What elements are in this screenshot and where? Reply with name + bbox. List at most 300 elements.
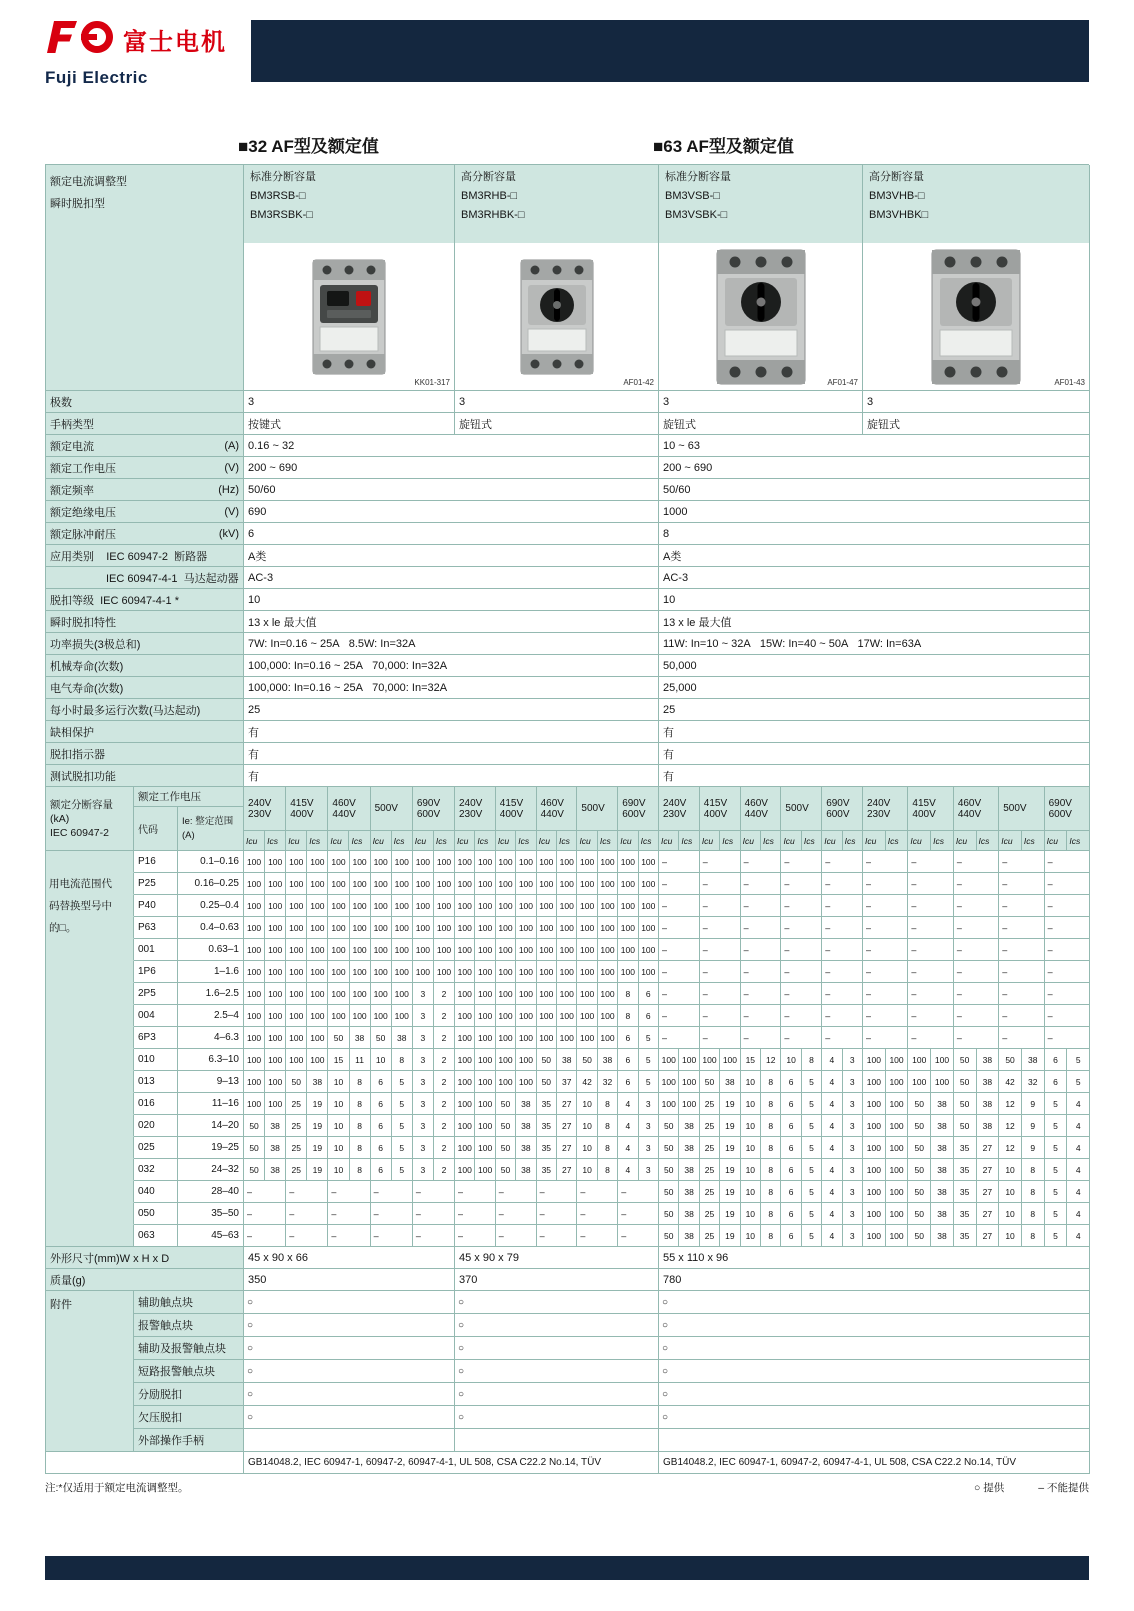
icu-value: 100	[244, 917, 265, 939]
icu-value: 50	[244, 1159, 265, 1181]
icu-value: 100	[413, 961, 434, 983]
spec-value: 按键式	[244, 413, 455, 435]
ics-value: 100	[557, 983, 577, 1005]
spec-label: 脱扣等级 IEC 60947-4-1 *	[50, 594, 179, 607]
voltage-header-cell	[537, 787, 578, 831]
capacity-voltage-pair	[413, 1005, 455, 1027]
capacity-voltage-pair	[577, 1049, 618, 1071]
capacity-voltage-pair	[954, 1093, 999, 1115]
ics-value: 100	[392, 895, 413, 917]
ics-value: 8	[350, 1071, 371, 1093]
icu-value: 100	[577, 873, 597, 895]
ics-value: 100	[886, 1137, 909, 1159]
voltage-line: 440V	[744, 808, 768, 820]
capacity-group	[863, 1225, 1090, 1247]
capacity-row	[46, 873, 1089, 895]
ics-value: 4	[1067, 1181, 1090, 1203]
capacity-voltage-pair	[954, 1203, 999, 1225]
voltage-line: 460V	[744, 797, 768, 809]
capacity-side-note	[46, 983, 134, 1005]
capacity-dash: –	[908, 939, 953, 961]
ics-value: 4	[1067, 1115, 1090, 1137]
spec-value: AC-3	[659, 567, 1090, 589]
capacity-voltage-pair	[496, 1071, 537, 1093]
capacity-voltage-pair	[577, 1005, 618, 1027]
ics-value: 38	[679, 1159, 699, 1181]
ics-value: 5	[392, 1137, 413, 1159]
icu-value: 100	[496, 917, 516, 939]
ics-value: 19	[307, 1093, 328, 1115]
capacity-voltage-pair	[328, 1027, 370, 1049]
spec-label: 脱扣指示器	[50, 748, 105, 761]
ics-value: 38	[931, 1225, 954, 1247]
icu-label: Icu	[537, 831, 557, 851]
header-corner-cell	[46, 165, 244, 391]
header-corner-line2: 瞬时脱扣型	[50, 198, 105, 210]
capacity-side-note	[46, 1137, 134, 1159]
product-photo	[863, 243, 1089, 390]
icu-value: 10	[577, 1115, 597, 1137]
capacity-voltage-pair	[659, 1071, 700, 1093]
icu-value: 100	[371, 961, 392, 983]
section-title-63af: ■63 AF型及额定值	[653, 137, 794, 156]
capacity-rows	[46, 851, 1089, 1247]
ics-value: 8	[761, 1115, 781, 1137]
capacity-voltage-pair	[496, 1049, 537, 1071]
icu-value: 5	[1045, 1159, 1068, 1181]
capacity-range: 19–25	[178, 1137, 244, 1159]
capacity-header	[46, 787, 1089, 851]
ics-value: 9	[1022, 1115, 1045, 1137]
capacity-side-note	[46, 1071, 134, 1093]
capacity-dash: –	[741, 873, 782, 895]
ics-value: 100	[265, 961, 286, 983]
capacity-voltage-pair	[781, 1203, 822, 1225]
capacity-voltage-pair	[618, 1027, 659, 1049]
icu-value: 50	[244, 1137, 265, 1159]
icu-value: 100	[863, 1071, 886, 1093]
ics-value: 6	[639, 983, 659, 1005]
ics-value: 11	[350, 1049, 371, 1071]
spec-label-cell	[46, 743, 244, 765]
icu-value: 100	[496, 1049, 516, 1071]
capacity-voltage-pair	[659, 1225, 700, 1247]
ics-value: 5	[802, 1203, 822, 1225]
capacity-group	[244, 1027, 455, 1049]
icu-value: 25	[700, 1181, 720, 1203]
capacity-dash: –	[700, 961, 741, 983]
specification-table	[45, 164, 1089, 1474]
ics-value: 100	[307, 961, 328, 983]
ics-value: 8	[392, 1049, 413, 1071]
spec-value: 100,000: In=0.16 ~ 25A 70,000: In=32A	[244, 677, 659, 699]
capacity-code: 2P5	[134, 983, 178, 1005]
ics-value: 8	[761, 1093, 781, 1115]
ics-value: 100	[639, 851, 659, 873]
capacity-mid-header	[134, 787, 244, 851]
voltage-line: 500V	[1003, 803, 1027, 814]
fuji-logo-block	[45, 18, 251, 88]
voltage-line: 460V	[332, 797, 356, 809]
ics-label: Ics	[720, 831, 740, 851]
ics-value: 100	[475, 961, 495, 983]
bottom-rows	[46, 1247, 1089, 1474]
icu-value: 6	[781, 1203, 801, 1225]
capacity-dash: –	[954, 983, 999, 1005]
ics-label: Ics	[598, 831, 618, 851]
ics-value: 100	[557, 873, 577, 895]
ics-value: 100	[265, 851, 286, 873]
icu-value: 100	[537, 1005, 557, 1027]
ics-value: 8	[350, 1159, 371, 1181]
ics-value: 100	[886, 1115, 909, 1137]
spec-label-cell	[46, 611, 244, 633]
icu-value: 10	[328, 1115, 349, 1137]
model-number: BM3VSBK-□	[665, 209, 728, 221]
capacity-voltage-pair	[781, 1115, 822, 1137]
mass-label: 质量(g)	[46, 1269, 244, 1291]
icu-value: 50	[577, 1049, 597, 1071]
breaker-photo-rotary-large	[711, 246, 811, 388]
ics-value: 100	[434, 939, 455, 961]
ics-value: 3	[843, 1159, 863, 1181]
icu-value: 100	[455, 1027, 475, 1049]
icu-value: 50	[496, 1115, 516, 1137]
icu-value: 4	[618, 1137, 638, 1159]
ics-value: 38	[679, 1203, 699, 1225]
spec-value: 有	[659, 743, 1090, 765]
icu-value: 6	[781, 1159, 801, 1181]
capacity-dash: –	[954, 1005, 999, 1027]
icu-value: 100	[413, 895, 434, 917]
capacity-side-note	[46, 1159, 134, 1181]
capacity-side-note	[46, 1115, 134, 1137]
ics-value: 100	[598, 873, 618, 895]
standards-32af: GB14048.2, IEC 60947-1, 60947-2, 60947-4-1, UL 508, CSA C22.2 No.14, TÜV	[244, 1452, 659, 1474]
capacity-voltage-pair	[537, 1137, 578, 1159]
capacity-dash: –	[659, 1027, 700, 1049]
capacity-voltage-pair	[371, 1159, 413, 1181]
capacity-dash: –	[659, 851, 700, 873]
capacity-group	[659, 1093, 863, 1115]
voltage-line: 240V	[248, 797, 272, 809]
capacity-voltage-pair	[537, 1071, 578, 1093]
icu-value: 6	[781, 1093, 801, 1115]
capacity-dash: –	[781, 983, 822, 1005]
capacity-dash: –	[577, 1181, 618, 1203]
ics-value: 3	[843, 1049, 863, 1071]
capacity-row	[46, 1005, 1089, 1027]
ics-value: 100	[598, 983, 618, 1005]
icu-value: 100	[496, 1005, 516, 1027]
ics-value: 27	[977, 1159, 1000, 1181]
icu-value: 15	[328, 1049, 349, 1071]
capacity-group	[863, 851, 1090, 873]
ics-value: 8	[350, 1115, 371, 1137]
ics-value: 8	[350, 1093, 371, 1115]
icu-value: 10	[999, 1159, 1022, 1181]
ics-value: 100	[516, 1027, 536, 1049]
footnote-text: 注:*仅适用于额定电流调整型。	[45, 1482, 189, 1494]
ics-value: 100	[679, 1071, 699, 1093]
icu-value: 6	[781, 1071, 801, 1093]
icu-value: 10	[577, 1137, 597, 1159]
capacity-dash: –	[700, 939, 741, 961]
spec-label: 功率损失(3极总和)	[50, 638, 141, 651]
icu-value: 50	[908, 1115, 931, 1137]
accessory-mark: ○	[455, 1291, 659, 1314]
ics-value: 100	[516, 961, 536, 983]
voltage-header-cell	[781, 787, 822, 831]
capacity-voltage-pair	[244, 961, 286, 983]
icu-value: 100	[496, 873, 516, 895]
ics-value: 100	[265, 939, 286, 961]
ics-value: 3	[639, 1159, 659, 1181]
voltage-line: 690V	[416, 797, 441, 809]
spec-value: 10	[659, 589, 1090, 611]
ics-value: 27	[557, 1115, 577, 1137]
voltage-line: 400V	[703, 808, 728, 820]
capacity-dash: –	[822, 939, 863, 961]
capacity-voltage-pair	[328, 939, 370, 961]
voltage-line: 440V	[957, 808, 982, 820]
icu-value: 50	[908, 1203, 931, 1225]
dimensions-label: 外形尺寸(mm)W x H x D	[46, 1247, 244, 1269]
capacity-range: 4–6.3	[178, 1027, 244, 1049]
capacity-group	[455, 1071, 659, 1093]
ics-value: 2	[434, 1159, 455, 1181]
spec-label: 额定工作电压	[50, 462, 116, 475]
spec-label: 机械寿命(次数)	[50, 660, 124, 673]
ics-value: 100	[557, 939, 577, 961]
spec-value: 有	[244, 765, 659, 787]
capacity-voltage-pair	[455, 1005, 496, 1027]
voltage-line: 230V	[248, 808, 272, 820]
capacity-dash: –	[863, 983, 908, 1005]
icu-value: 100	[863, 1225, 886, 1247]
spec-label-cell	[46, 523, 244, 545]
voltage-header-cell	[999, 787, 1044, 831]
spec-label-cell	[46, 655, 244, 677]
icu-value: 100	[700, 1049, 720, 1071]
ics-value: 32	[1022, 1071, 1045, 1093]
capacity-row	[46, 1137, 1089, 1159]
ics-value: 100	[434, 961, 455, 983]
icu-label: Icu	[496, 831, 516, 851]
model-number: BM3RHB-□	[461, 190, 518, 202]
spec-value: 11W: In=10 ~ 32A 15W: In=40 ~ 50A 17W: In=63A	[659, 633, 1090, 655]
icu-value: 100	[286, 873, 307, 895]
capacity-group	[244, 1203, 455, 1225]
capacity-group	[863, 1137, 1090, 1159]
capacity-group	[455, 1203, 659, 1225]
icu-value: 4	[822, 1137, 842, 1159]
capacity-group	[244, 1159, 455, 1181]
capacity-range: 2.5–4	[178, 1005, 244, 1027]
capacity-voltage-pair	[954, 1225, 999, 1247]
spec-value: 旋钮式	[659, 413, 863, 435]
capacity-voltage-pair	[496, 939, 537, 961]
icu-value: 4	[822, 1225, 842, 1247]
capacity-group	[244, 1115, 455, 1137]
capacity-dash: –	[286, 1203, 328, 1225]
capacity-voltage-pair	[908, 1115, 953, 1137]
icu-label: Icu	[822, 831, 842, 851]
icu-value: 100	[577, 1027, 597, 1049]
ics-label: Ics	[516, 831, 536, 851]
ics-value: 100	[265, 1027, 286, 1049]
ics-value: 100	[557, 851, 577, 873]
icu-value: 100	[455, 895, 475, 917]
capacity-row	[46, 961, 1089, 983]
capacity-voltage-pair	[700, 1071, 741, 1093]
spec-unit: (kV)	[218, 527, 239, 540]
capacity-voltage-pair	[413, 851, 455, 873]
accessory-mark: ○	[244, 1291, 455, 1314]
icu-label: Icu	[413, 831, 434, 851]
spec-label: 电气寿命(次数)	[50, 682, 124, 695]
ics-value: 100	[265, 917, 286, 939]
capacity-voltage-pair	[1045, 1093, 1090, 1115]
ics-label: Ics	[557, 831, 577, 851]
capacity-side-note	[46, 1225, 134, 1247]
icu-value: 100	[455, 983, 475, 1005]
capacity-range: 0.63–1	[178, 939, 244, 961]
capacity-group	[659, 961, 863, 983]
ics-value: 100	[639, 917, 659, 939]
capacity-code: P25	[134, 873, 178, 895]
capacity-dash: –	[999, 917, 1044, 939]
capacity-voltage-pair	[863, 1203, 908, 1225]
ics-label: Ics	[886, 831, 909, 851]
icu-value: 100	[496, 983, 516, 1005]
icu-value: 35	[954, 1159, 977, 1181]
capacity-voltage-pair	[328, 917, 370, 939]
icu-value: 4	[822, 1049, 842, 1071]
capacity-dash: –	[822, 1027, 863, 1049]
icu-value: 42	[999, 1071, 1022, 1093]
ics-value: 100	[557, 917, 577, 939]
ics-value: 100	[392, 939, 413, 961]
voltage-header-cell	[413, 787, 455, 831]
icu-value: 25	[286, 1159, 307, 1181]
icu-value: 10	[577, 1159, 597, 1181]
capacity-dash: –	[908, 1005, 953, 1027]
ics-value: 100	[475, 895, 495, 917]
ics-value: 100	[350, 895, 371, 917]
capacity-code: 001	[134, 939, 178, 961]
capacity-voltage-pair	[244, 1071, 286, 1093]
ics-value: 100	[265, 1093, 286, 1115]
voltage-line: 690V	[1048, 797, 1072, 809]
accessory-name: 报警触点块	[134, 1314, 244, 1337]
ics-label: Ics	[1022, 831, 1045, 851]
icu-value: 6	[781, 1115, 801, 1137]
capacity-voltage-pair	[822, 1093, 863, 1115]
capacity-dash: –	[700, 895, 741, 917]
icu-value: 100	[537, 873, 557, 895]
capacity-dash: –	[1045, 939, 1090, 961]
spec-value: 有	[659, 765, 1090, 787]
icu-value: 100	[286, 851, 307, 873]
capacity-dash: –	[999, 851, 1044, 873]
icu-value: 6	[1045, 1071, 1068, 1093]
ics-value: 8	[598, 1137, 618, 1159]
ics-value: 38	[265, 1137, 286, 1159]
voltage-line: 415V	[703, 797, 728, 809]
ics-value: 5	[639, 1049, 659, 1071]
ics-value: 100	[516, 895, 536, 917]
capacity-dash: –	[413, 1225, 455, 1247]
capacity-voltage-pair	[908, 1049, 953, 1071]
capacity-voltage-pair	[1045, 1225, 1090, 1247]
capacity-voltage-pair	[908, 1159, 953, 1181]
capacity-group	[455, 1181, 659, 1203]
ics-value: 5	[639, 1071, 659, 1093]
ics-value: 38	[931, 1115, 954, 1137]
breaker-photo-rotary	[515, 257, 599, 377]
capacity-voltage-pair	[537, 961, 578, 983]
icu-value: 100	[577, 939, 597, 961]
capacity-group	[659, 1137, 863, 1159]
spec-value: 10	[244, 589, 659, 611]
icu-value: 100	[659, 1093, 679, 1115]
accessory-row	[134, 1429, 1090, 1452]
icu-value: 100	[537, 851, 557, 873]
ics-value: 100	[886, 1093, 909, 1115]
ics-value: 38	[516, 1115, 536, 1137]
standards-label-empty	[46, 1452, 244, 1474]
ics-value: 2	[434, 1071, 455, 1093]
capacity-corner-line: IEC 60947-2	[50, 826, 109, 839]
voltage-header-cell	[455, 787, 496, 831]
icu-value: 25	[700, 1203, 720, 1225]
accessory-mark: ○	[244, 1337, 455, 1360]
capacity-dash: –	[700, 873, 741, 895]
icu-value: 10	[999, 1203, 1022, 1225]
icu-value: 100	[244, 983, 265, 1005]
icu-value: 10	[328, 1137, 349, 1159]
icu-value: 100	[455, 917, 475, 939]
icu-value: 3	[413, 1071, 434, 1093]
icu-label: Icu	[286, 831, 307, 851]
icu-value: 5	[1045, 1181, 1068, 1203]
capacity-voltage-pair	[328, 895, 370, 917]
ics-label: Ics	[1067, 831, 1090, 851]
capacity-voltage-pair	[954, 1071, 999, 1093]
ics-value: 100	[307, 1027, 328, 1049]
accessory-mark: ○	[455, 1360, 659, 1383]
capacity-dash: –	[659, 917, 700, 939]
ics-value: 38	[931, 1093, 954, 1115]
voltage-line: 500V	[785, 803, 809, 814]
icu-value: 100	[863, 1049, 886, 1071]
voltage-line: 240V	[867, 797, 891, 809]
ics-value: 38	[392, 1027, 413, 1049]
capacity-voltage-pair	[577, 1159, 618, 1181]
capacity-dash: –	[954, 873, 999, 895]
accessory-mark: ○	[244, 1406, 455, 1429]
capacity-dash: –	[496, 1181, 537, 1203]
capacity-row	[46, 1115, 1089, 1137]
ics-value: 8	[761, 1137, 781, 1159]
ics-value: 4	[1067, 1137, 1090, 1159]
spec-label: 额定绝缘电压	[50, 506, 116, 519]
ics-value: 38	[931, 1181, 954, 1203]
ics-value: 5	[802, 1071, 822, 1093]
icu-value: 100	[244, 873, 265, 895]
icu-value: 50	[537, 1071, 557, 1093]
